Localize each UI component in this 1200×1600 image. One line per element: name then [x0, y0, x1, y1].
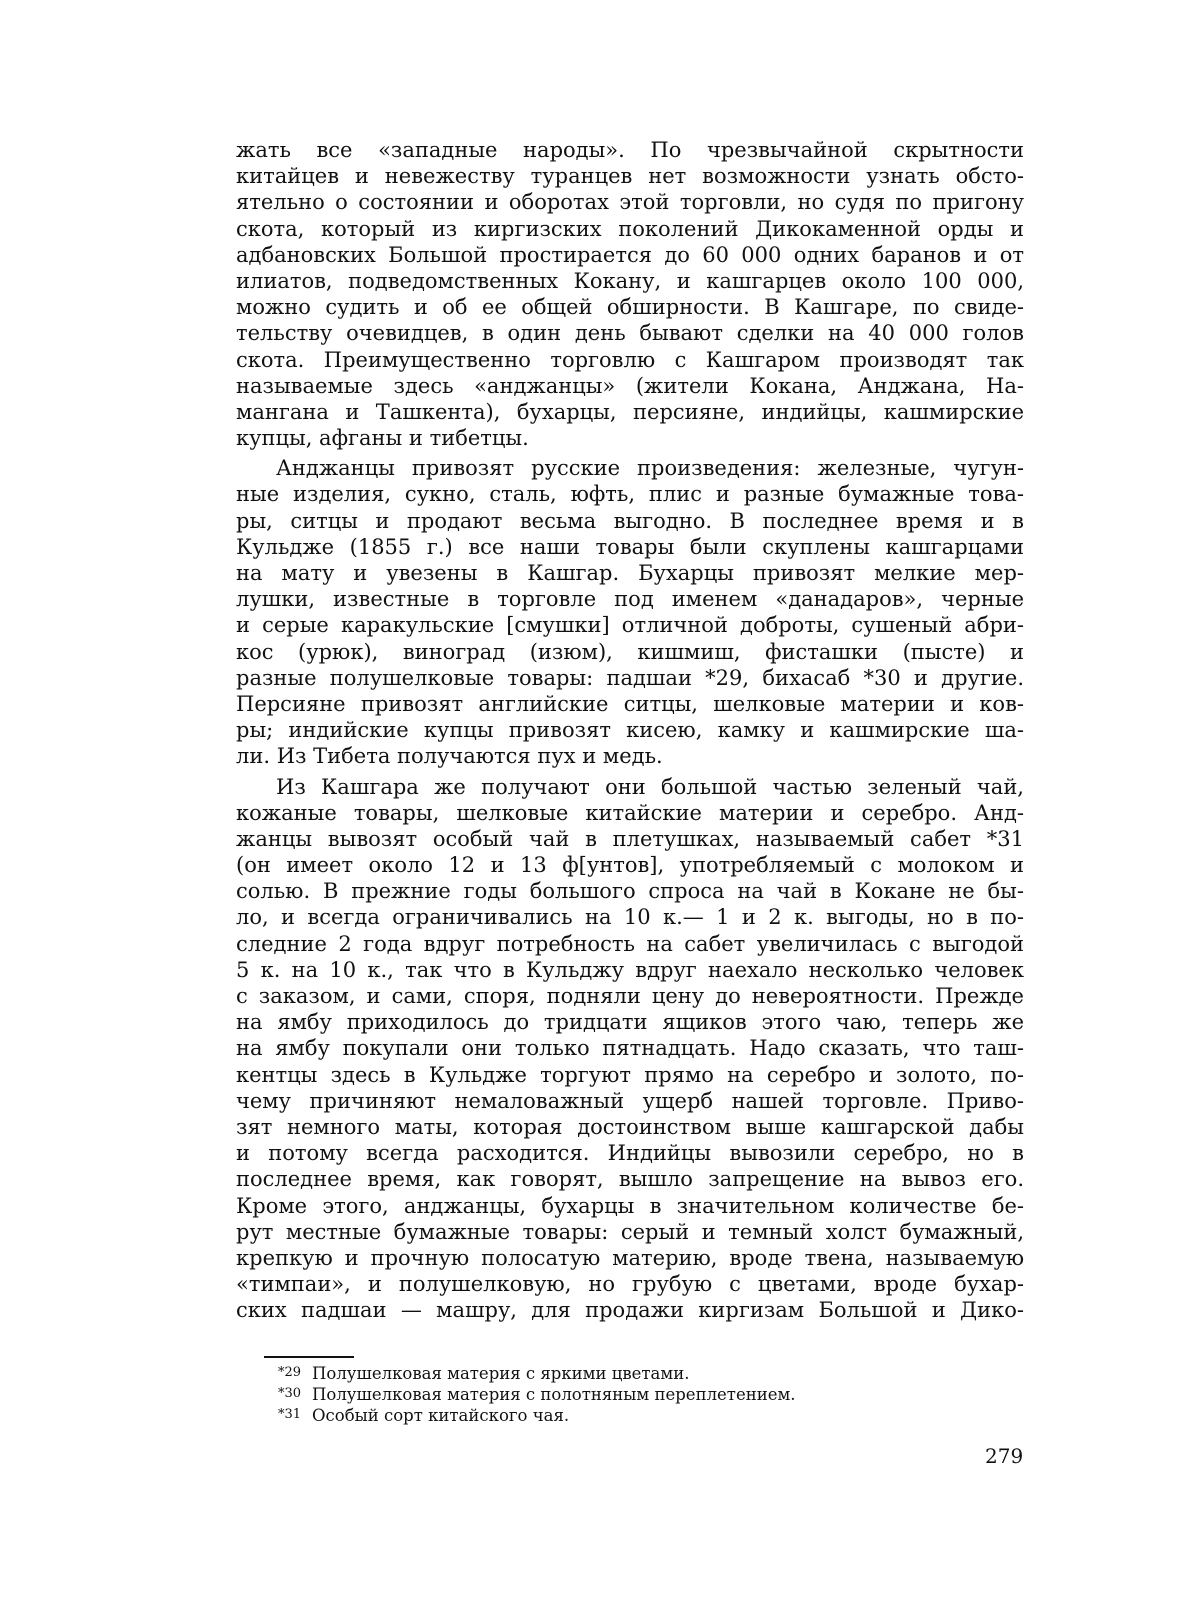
- footnote: [278, 1383, 978, 1404]
- text-line: разные полушелковые товары: падшаи *29, бихасаб *30 и другие.: [236, 665, 1024, 690]
- text-line: 5 к. на 10 к., так что в Кульджу вдруг наехало несколько человек: [236, 957, 1024, 982]
- text-line: адбановских Большой простирается до 60 000 одних баранов и от: [236, 242, 1024, 267]
- text-line: кожаные товары, шелковые китайские материи и серебро. Анд-: [236, 800, 1024, 825]
- paragraph: [236, 137, 1024, 451]
- footnote: [278, 1362, 978, 1383]
- text-line: рут местные бумажные товары: серый и темный холст бумажный,: [236, 1219, 1024, 1244]
- text-line: следние 2 года вдруг потребность на сабет увеличилась с выгодой: [236, 931, 1024, 956]
- paragraph: [236, 455, 1024, 769]
- footnote-text: Полушелковая материя с полотняным переплетением.: [312, 1385, 796, 1404]
- text-line: ло, и всегда ограничивались на 10 к.— 1 и 2 к. выгоды, но в по-: [236, 905, 1024, 930]
- text-line: можно судить и об ее общей обширности. В Кашгаре, по свиде-: [236, 295, 1024, 320]
- text-line: на мату и увезены в Кашгар. Бухарцы привозят мелкие мер-: [236, 561, 1024, 585]
- footnote-marker: *30: [278, 1386, 302, 1401]
- paragraph: [236, 774, 1024, 1324]
- text-line: ских падшаи — машру, для продажи киргизам Большой и Дико-: [236, 1298, 1024, 1323]
- text-line: крепкую и прочную полосатую материю, вроде твена, называемую: [236, 1245, 1024, 1270]
- text-line: Из Кашгара же получают они большой частью зеленый чай,: [276, 774, 1024, 799]
- footnote: [278, 1404, 978, 1425]
- text-line: ры; индийские купцы привозят кисею, камку и кашмирские ша-: [236, 718, 1024, 743]
- text-line: кос (урюк), виноград (изюм), кишмиш, фисташки (пысте) и: [236, 639, 1024, 664]
- text-line: с заказом, и сами, споря, подняли цену до невероятности. Прежде: [236, 984, 1024, 1008]
- text-line: ры, ситцы и продают весьма выгодно. В последнее время и в: [236, 508, 1024, 533]
- text-line: зят немного маты, которая достоинством выше кашгарской дабы: [236, 1114, 1024, 1139]
- text-line: последнее время, как говорят, вышло запрещение на вывоз его.: [236, 1167, 1024, 1192]
- text-line: Кроме этого, анджанцы, бухарцы в значительном количестве бе-: [236, 1193, 1024, 1218]
- text-line: купцы, афганы и тибетцы.: [236, 426, 529, 451]
- text-line: лушки, известные в торговле под именем «данадаров», черные: [236, 587, 1024, 612]
- text-line: китайцев и невежеству туранцев нет возможности узнать обсто-: [236, 164, 1024, 189]
- text-line: называемые здесь «анджанцы» (жители Кокана, Анджана, На-: [236, 373, 1024, 398]
- text-line: тельству очевидцев, в один день бывают сделки на 40 000 голов: [236, 321, 1024, 346]
- text-line: ятельно о состоянии и оборотах этой торговли, но судя по пригону: [236, 190, 1024, 215]
- text-line: «тимпаи», и полушелковую, но грубую с цветами, вроде бухар-: [236, 1272, 1024, 1297]
- footnote-text: Полушелковая материя с яркими цветами.: [312, 1364, 690, 1383]
- text-line: илиатов, подведомственных Кокану, и кашгарцев около 100 000,: [236, 268, 1024, 293]
- text-line: на ямбу приходилось до тридцати ящиков этого чаю, теперь же: [236, 1010, 1024, 1035]
- text-line: чему причиняют немаловажный ущерб нашей торговле. Приво-: [236, 1088, 1024, 1113]
- text-line: (он имеет около 12 и 13 ф[унтов], употребляемый с молоком и: [236, 853, 1024, 878]
- text-line: жать все «западные народы». По чрезвычайной скрытности: [236, 138, 1024, 162]
- text-line: на ямбу покупали они только пятнадцать. Надо сказать, что таш-: [236, 1036, 1024, 1061]
- text-line: и серые каракульские [смушки] отличной доброты, сушеный абри-: [236, 613, 1024, 638]
- text-line: Персияне привозят английские ситцы, шелковые материи и ков-: [236, 691, 1024, 716]
- text-line: мангана и Ташкента), бухарцы, персияне, индийцы, кашмирские: [236, 399, 1024, 424]
- text-line: ли. Из Тибета получаются пух и медь.: [236, 744, 663, 769]
- footnote-marker: *31: [278, 1407, 302, 1422]
- footnote-separator: [264, 1356, 354, 1358]
- text-line: скота, который из киргизских поколений Дикокаменной орды и: [236, 216, 1024, 241]
- text-line: Кульдже (1855 г.) все наши товары были скуплены кашгарцами: [236, 534, 1024, 559]
- footnote-text: Особый сорт китайского чая.: [312, 1406, 570, 1425]
- text-line: солью. В прежние годы большого спроса на чай в Кокане не бы-: [236, 879, 1024, 904]
- footnote-marker: *29: [278, 1365, 302, 1380]
- page-number: 279: [985, 1444, 1024, 1468]
- text-line: кентцы здесь в Кульдже торгуют прямо на серебро и золото, по-: [236, 1062, 1024, 1087]
- text-line: скота. Преимущественно торговлю с Кашгаром производят так: [236, 347, 1024, 372]
- text-line: Анджанцы привозят русские произведения: железные, чугун-: [276, 456, 1024, 481]
- text-line: жанцы вывозят особый чай в плетушках, называемый сабет *31: [236, 826, 1024, 851]
- footnotes: [278, 1362, 978, 1425]
- text-line: ные изделия, сукно, сталь, юфть, плис и разные бумажные това-: [236, 482, 1024, 507]
- body-text: [236, 137, 1024, 1327]
- text-line: и потому всегда расходится. Индийцы вывозили серебро, но в: [236, 1141, 1024, 1166]
